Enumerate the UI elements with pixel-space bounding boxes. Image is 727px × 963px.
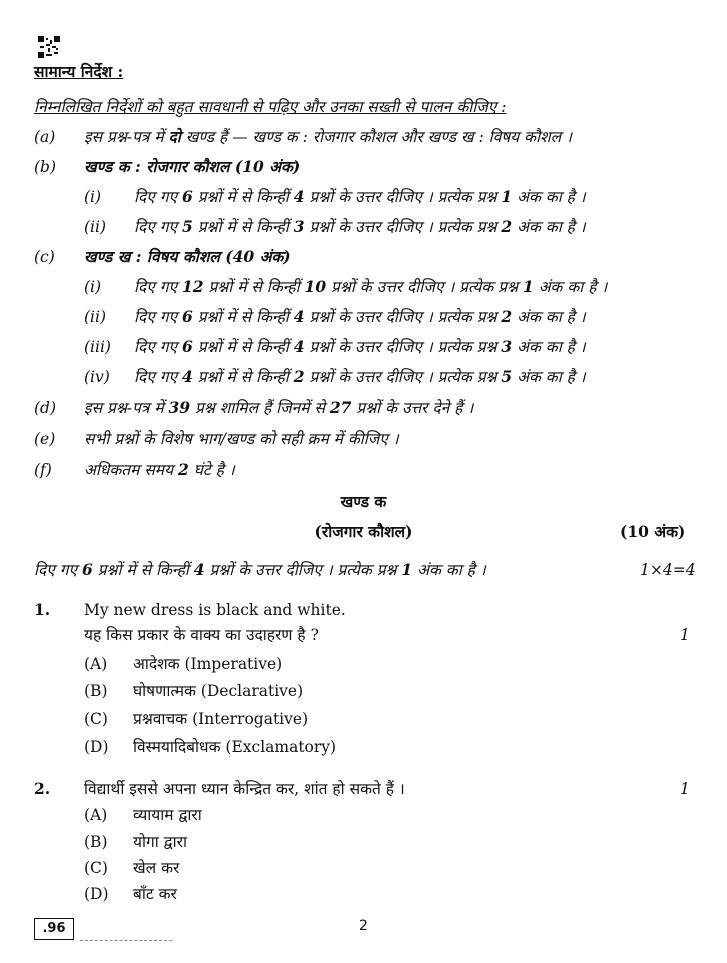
instruction-c-iii: दिए गए 6 प्रश्नों में से किन्हीं 4 प्रश्नों के उत्तर दीजिए । प्रत्येक प्रश्न 3 अंक का है ।	[134, 337, 586, 356]
instructions-intro: निम्नलिखित निर्देशों को बहुत सावधानी से पढ़िए और उनका सख्ती से पालन कीजिए :	[34, 98, 507, 116]
option-label: (D)	[84, 738, 109, 756]
option-label: (C)	[84, 710, 108, 728]
option-text: प्रश्नवाचक (Interrogative)	[133, 710, 309, 728]
sub-instruction-label: (ii)	[84, 308, 107, 326]
instruction-c-heading: खण्ड ख : विषय कौशल (40 अंक)	[84, 247, 291, 266]
instruction-label: (b)	[34, 158, 57, 176]
instruction-d: इस प्रश्न-पत्र में 39 प्रश्न शामिल हैं जिनमें से 27 प्रश्नों के उत्तर देने हैं ।	[84, 398, 474, 417]
paper-code: .96	[34, 918, 74, 940]
question-number: 1.	[34, 600, 51, 619]
question-1-text: My new dress is black and white.	[84, 601, 346, 619]
instruction-e: सभी प्रश्नों के विशेष भाग/खण्ड को सही क्रम में कीजिए ।	[84, 430, 399, 448]
instruction-label: (c)	[34, 248, 55, 266]
option-label: (C)	[84, 859, 108, 877]
section-subtitle: (रोजगार कौशल)	[314, 522, 413, 541]
instruction-f: अधिकतम समय 2 घंटे है ।	[84, 460, 235, 479]
instruction-label: (a)	[34, 128, 56, 146]
qr-code-icon	[38, 36, 60, 58]
section-instruction: दिए गए 6 प्रश्नों में से किन्हीं 4 प्रश्नों के उत्तर दीजिए । प्रत्येक प्रश्न 1 अंक का है ।	[34, 560, 486, 579]
instruction-a: इस प्रश्न-पत्र में दो खण्ड हैं — खण्ड क : रोजगार कौशल और खण्ड ख : विषय कौशल ।	[84, 127, 572, 146]
instruction-b-ii: दिए गए 5 प्रश्नों में से किन्हीं 3 प्रश्नों के उत्तर दीजिए । प्रत्येक प्रश्न 2 अंक का है ।	[134, 217, 586, 236]
option-label: (A)	[84, 655, 108, 673]
option-text: योगा द्वारा	[133, 833, 187, 851]
option-text: बाँट कर	[133, 885, 177, 903]
sub-instruction-label: (ii)	[84, 218, 107, 236]
instruction-b-heading: खण्ड क : रोजगार कौशल (10 अंक)	[84, 157, 301, 176]
sub-instruction-label: (i)	[84, 278, 102, 296]
option-label: (B)	[84, 682, 108, 700]
instruction-b-i: दिए गए 6 प्रश्नों में से किन्हीं 4 प्रश्नों के उत्तर दीजिए । प्रत्येक प्रश्न 1 अंक का है ।	[134, 187, 586, 206]
instruction-c-i: दिए गए 12 प्रश्नों में से किन्हीं 10 प्रश्नों के उत्तर दीजिए । प्रत्येक प्रश्न 1 अंक का है ।	[134, 277, 608, 296]
instruction-c-iv: दिए गए 4 प्रश्नों में से किन्हीं 2 प्रश्नों के उत्तर दीजिए । प्रत्येक प्रश्न 5 अंक का है ।	[134, 367, 586, 386]
instruction-c-ii: दिए गए 6 प्रश्नों में से किन्हीं 4 प्रश्नों के उत्तर दीजिए । प्रत्येक प्रश्न 2 अंक का है ।	[134, 307, 586, 326]
question-2-mark: 1	[680, 780, 690, 798]
option-text: खेल कर	[133, 859, 180, 877]
option-label: (B)	[84, 833, 108, 851]
question-1-prompt: यह किस प्रकार के वाक्य का उदाहरण है ?	[84, 626, 319, 644]
section-total-marks: 1×4=4	[640, 561, 696, 579]
question-number: 2.	[34, 779, 51, 798]
general-instructions-heading: सामान्य निर्देश :	[34, 62, 124, 81]
instruction-label: (e)	[34, 430, 56, 448]
option-text: आदेशक (Imperative)	[133, 655, 283, 673]
question-1-mark: 1	[680, 626, 690, 644]
question-2-text: विद्यार्थी इससे अपना ध्यान केन्द्रित कर, शांत हो सकते हैं ।	[84, 780, 405, 798]
page-number: 2	[359, 918, 368, 934]
instruction-label: (d)	[34, 399, 57, 417]
option-label: (D)	[84, 885, 109, 903]
option-text: व्यायाम द्वारा	[133, 806, 202, 824]
footer-divider	[80, 940, 172, 941]
instruction-label: (f)	[34, 461, 52, 479]
sub-instruction-label: (iii)	[84, 338, 111, 356]
sub-instruction-label: (i)	[84, 188, 102, 206]
option-text: घोषणात्मक (Declarative)	[133, 682, 304, 700]
option-label: (A)	[84, 806, 108, 824]
section-title: खण्ड क	[340, 492, 387, 511]
option-text: विस्मयादिबोधक (Exclamatory)	[133, 738, 337, 756]
section-marks: (10 अंक)	[620, 522, 686, 541]
sub-instruction-label: (iv)	[84, 368, 110, 386]
